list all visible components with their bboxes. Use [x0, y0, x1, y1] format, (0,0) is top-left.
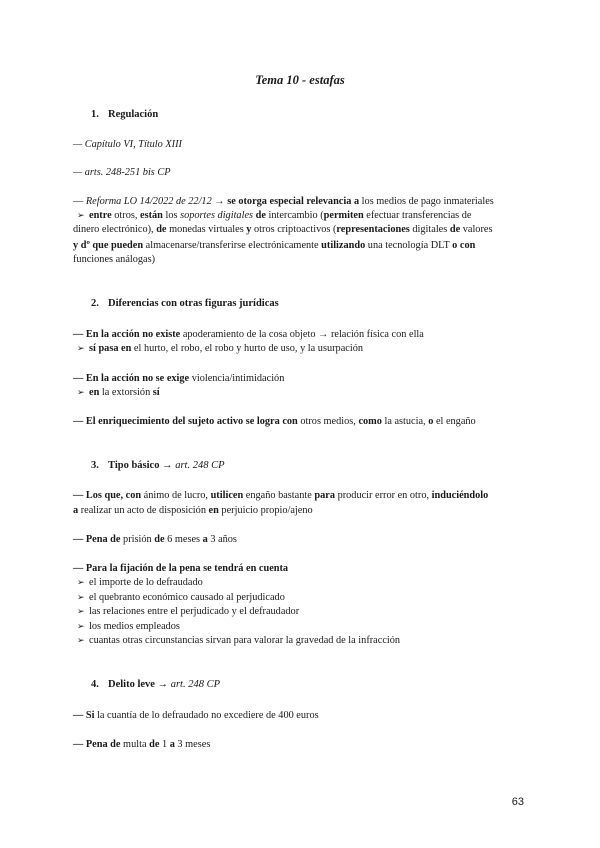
list-item: ➢ los medios empleados: [77, 621, 180, 632]
section-number: 2.: [91, 298, 99, 309]
section-1-heading: [91, 108, 158, 122]
paragraph: — En la acción no existe apoderamiento de la cosa objeto → relación física con ella: [73, 329, 424, 340]
list-item: ➢ cuantas otras circunstancias sirvan para valorar la gravedad de la infracción: [77, 635, 401, 646]
arrow-bullet-icon: ➢: [77, 607, 85, 617]
list-item: ➢ el quebranto económico causado al perjudicado: [77, 592, 285, 603]
paragraph: — arts. 248-251 bis CP: [73, 167, 171, 178]
section-title: Regulación: [108, 109, 159, 120]
arrow-bullet-icon: ➢: [77, 344, 85, 354]
paragraph: — En la acción no se exige violencia/intimidación: [73, 373, 285, 384]
section-title: Diferencias con otras figuras jurídicas: [108, 298, 279, 309]
list-item: ➢ las relaciones entre el perjudicado y el defraudador: [77, 606, 300, 617]
arrow-bullet-icon: ➢: [77, 622, 85, 632]
paragraph: — Reforma LO 14/2022 de 22/12 → se otorga especial relevancia a los medios de pago inmateriales: [73, 196, 494, 207]
paragraph: — Capítulo VI, Título XIII: [73, 139, 182, 150]
arrow-bullet-icon: ➢: [77, 636, 85, 646]
section-2-heading: [91, 297, 279, 311]
arrow-bullet-icon: ➢: [77, 578, 85, 588]
paragraph: — Si la cuantía de lo defraudado no excediere de 400 euros: [73, 710, 319, 721]
section-3-heading: 3. Tipo básico → art. 248 CP: [91, 460, 225, 471]
paragraph: — Pena de multa de 1 a 3 meses: [73, 739, 211, 750]
paragraph: — Los que, con ánimo de lucro, utilicen engaño bastante para producir error en otro, induciéndolo: [73, 490, 489, 501]
list-item: ➢ el importe de lo defraudado: [77, 577, 203, 588]
paragraph: a realizar un acto de disposición en perjuicio propio/ajeno: [73, 505, 313, 516]
paragraph: funciones análogas): [73, 254, 156, 265]
list-item: ➢ entre otros, están los soportes digitales de intercambio (permiten efectuar transferencias de: [77, 210, 472, 221]
section-number: 1.: [91, 109, 99, 120]
page-number: 63: [511, 796, 524, 808]
section-number: 3.: [91, 460, 99, 471]
paragraph: — Para la fijación de la pena se tendrá en cuenta: [73, 563, 289, 574]
arrow-bullet-icon: ➢: [77, 388, 85, 398]
section-number: 4.: [91, 679, 99, 690]
paragraph: — El enriquecimiento del sujeto activo se logra con otros medios, como la astucia, o el engaño: [73, 416, 476, 427]
page-title: Tema 10 - estafas: [255, 73, 345, 87]
paragraph: dinero electrónico), de monedas virtuales y otros criptoactivos (representaciones digitales de valores: [73, 224, 493, 235]
list-item: ➢ sí pasa en el hurto, el robo, el robo y hurto de uso, y la usurpación: [77, 343, 363, 354]
paragraph: y dº que pueden almacenarse/transferirse electrónicamente utilizando una tecnología DLT o con: [73, 240, 476, 251]
list-item: ➢ en la extorsión sí: [77, 387, 160, 398]
arrow-bullet-icon: ➢: [77, 211, 85, 221]
section-4-heading: 4. Delito leve → art. 248 CP: [91, 679, 220, 690]
arrow-bullet-icon: ➢: [77, 593, 85, 603]
paragraph: — Pena de prisión de 6 meses a 3 años: [73, 534, 237, 545]
